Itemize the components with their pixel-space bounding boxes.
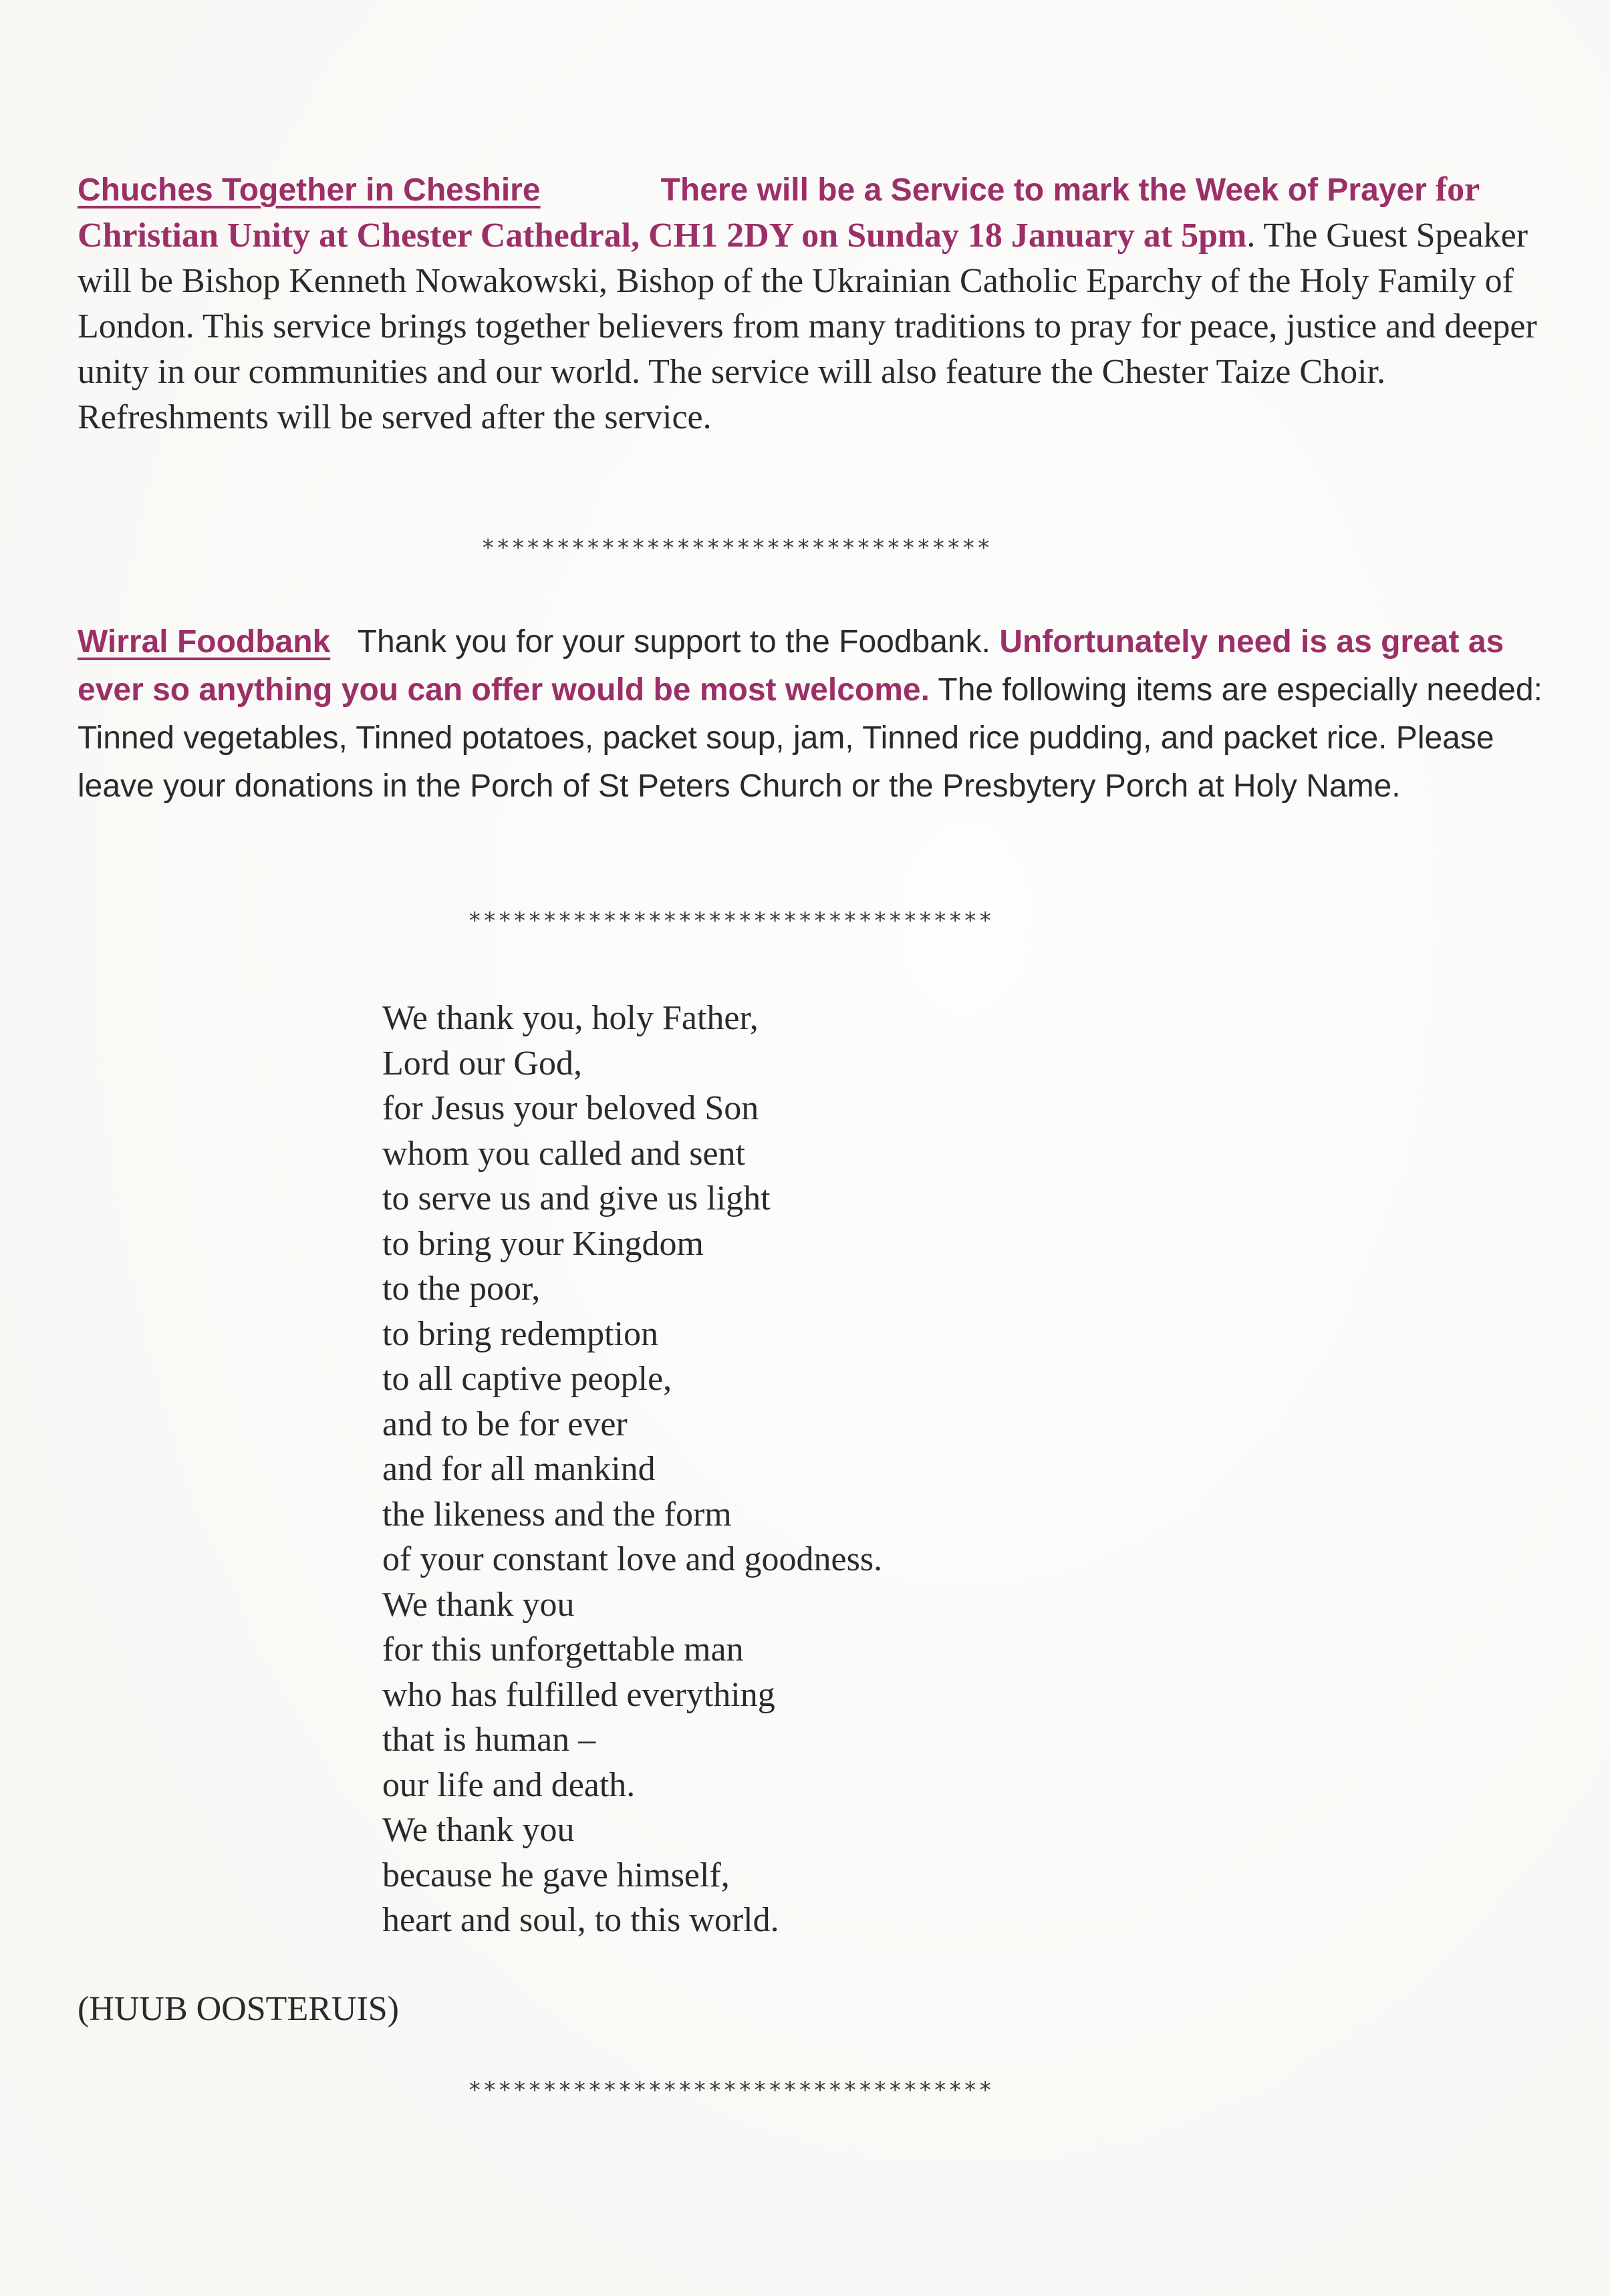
- poem-line: to serve us and give us light: [382, 1179, 771, 1217]
- poem-line: to bring your Kingdom: [382, 1224, 704, 1263]
- poem-line: of your constant love and goodness.: [382, 1540, 883, 1578]
- service-details: . The Guest Speaker will be Bishop Kenneth Nowakowski, Bishop of the Ukrainian Catholic Eparchy of the Holy Family of London. This service brings together believers from many traditions to pray for peace, justice and deeper unity in our communities and our world. The service will also feature the Chester Taize Choir. Refreshments will be served after the service.: [78, 217, 1537, 436]
- separator-2: ***********************************: [468, 907, 994, 934]
- poem-line: Lord our God,: [382, 1044, 582, 1083]
- poem-line: We thank you: [382, 1585, 575, 1624]
- poem-line: that is human –: [382, 1721, 596, 1759]
- service-date-location: for Christian Unity at Chester Cathedral, CH1 2DY on Sunday 18 January at 5pm: [78, 170, 1480, 255]
- poem-line: to all captive people,: [382, 1360, 672, 1398]
- poem-line: and to be for ever: [382, 1405, 628, 1443]
- separator-1: **********************************: [481, 535, 992, 561]
- foodbank-details: The following items are especially needed: Tinned vegetables, Tinned potatoes, packet soup, jam, Tinned rice pudding, and packet rice. Please leave your donations in the Porch of St Peters Church or the Presbytery Porch at Holy Name.: [78, 672, 1542, 804]
- separator-3: ***********************************: [468, 2077, 994, 2104]
- churches-together-notice: [78, 167, 1548, 440]
- poem-line: We thank you: [382, 1811, 575, 1849]
- foodbank-thanks: Thank you for your support to the Foodbank.: [357, 624, 990, 660]
- prayer-poem: [382, 996, 1385, 1943]
- poem-attribution: (HUUB OOSTERUIS): [78, 1990, 399, 2028]
- poem-line: the likeness and the form: [382, 1495, 732, 1534]
- poem-line: who has fulfilled everything: [382, 1675, 775, 1714]
- foodbank-heading: Wirral Foodbank: [78, 624, 331, 660]
- poem-line: for Jesus your beloved Son: [382, 1089, 759, 1127]
- poem-line: to the poor,: [382, 1270, 541, 1308]
- poem-line: and for all mankind: [382, 1450, 656, 1488]
- poem-line: because he gave himself,: [382, 1856, 730, 1894]
- poem-line: for this unforgettable man: [382, 1630, 744, 1669]
- foodbank-appeal: Unfortunately need is as great as ever so anything you can offer would be most welcome.: [78, 624, 1504, 708]
- poem-line: We thank you, holy Father,: [382, 999, 759, 1037]
- poem-line: heart and soul, to this world.: [382, 1901, 779, 1939]
- poem-line: our life and death.: [382, 1765, 636, 1804]
- service-announcement-lead: There will be a Service to mark the Week of Prayer: [660, 172, 1427, 208]
- foodbank-notice: [78, 618, 1548, 811]
- poem-line: whom you called and sent: [382, 1134, 745, 1173]
- churches-together-heading: Chuches Together in Cheshire: [78, 172, 541, 208]
- poem-line: to bring redemption: [382, 1314, 659, 1353]
